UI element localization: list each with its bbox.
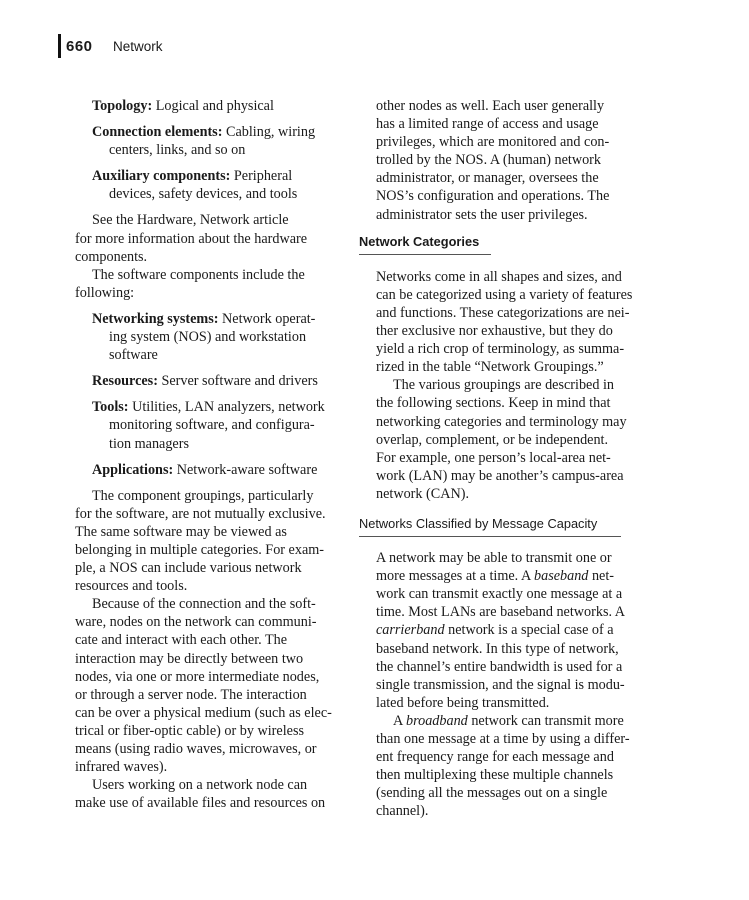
- paragraph-component-groupings: The component groupings, particularly for the software, are not mutually exclusive. The same software may be viewed as belonging in multiple categories. For exam- ple, a NOS can include various network resources and tools.: [75, 487, 326, 595]
- page-number: 660: [66, 38, 93, 55]
- term-applications: Applications: Network-aware software: [92, 461, 318, 478]
- paragraph-networks-shapes: Networks come in all shapes and sizes, and can be categorized using a variety of features and functions. These categorizations are nei- ther exclusive nor exhaustive, but they do yield a rich crop of terminology, as summa- rized in the table “Network Groupings.”: [376, 268, 633, 376]
- paragraph-software-components: The software components include the following:: [75, 266, 305, 301]
- right-column: [359, 97, 641, 820]
- left-column: [75, 97, 341, 812]
- paragraph-broadband: A broadband network can transmit more than one message at a time by using a differ- ent frequency range for each message and then multiplexing these multiple channels (sending all the messages out on a single channel).: [376, 712, 630, 820]
- term-topology: Topology: Logical and physical: [92, 98, 274, 114]
- paragraph-other-nodes: other nodes as well. Each user generally has a limited range of access and usage privileges, which are monitored and con- trolled by the NOS. A (human) network administrator, or manager, oversees the NOS’s configuration and operations. The administrator sets the user privileges.: [376, 98, 610, 223]
- term-auxiliary-components: Auxiliary components: Peripheral devices, safety devices, and tools: [92, 168, 298, 203]
- heading-message-capacity: Networks Classified by Message Capacity: [359, 515, 621, 537]
- term-networking-systems: Networking systems: Network operat- ing system (NOS) and workstation software: [92, 310, 316, 364]
- hardware-term-list: [75, 97, 341, 203]
- term-resources: Resources: Server software and drivers: [92, 373, 318, 390]
- paragraph-users-working: Users working on a network node can make use of available files and resources on: [75, 777, 326, 812]
- heading-network-categories: Network Categories: [359, 233, 491, 255]
- paragraph-connection-software: Because of the connection and the soft- ware, nodes on the network can communi- cate and interact with each other. The interaction may be directly between two nodes, via one or more intermediate nodes, or through a server node. The interaction can be over a physical medium (such as elec- trical or fiber-optic cable) or by wireless means (using radio waves, microwaves, or infrared waves).: [75, 596, 332, 776]
- running-title: Network: [113, 39, 163, 54]
- term-tools: Tools: Utilities, LAN analyzers, network monitoring software, and configura- tion managers: [92, 399, 325, 452]
- paragraph-various-groupings: The various groupings are described in the following sections. Keep in mind that networking categories and terminology may overlap, complement, or be independent. For example, one person’s local-area net- work (LAN) may be another’s campus-area network (CAN).: [376, 377, 627, 502]
- term-connection-elements: Connection elements: Cabling, wiring centers, links, and so on: [92, 124, 316, 159]
- paragraph-see-hardware: See the Hardware, Network article for more information about the hardware components.: [75, 212, 308, 265]
- software-term-list: [75, 310, 341, 479]
- paragraph-baseband: A network may be able to transmit one or more messages at a time. A baseband net- work can transmit exactly one message at a time. Most LANs are baseband networks. A carrierband network is a special case of a baseband network. In this type of network, the channel’s entire bandwidth is used for a single transmission, and the signal is modu- lated before being transmitted.: [376, 550, 626, 711]
- header-rule: [58, 34, 61, 58]
